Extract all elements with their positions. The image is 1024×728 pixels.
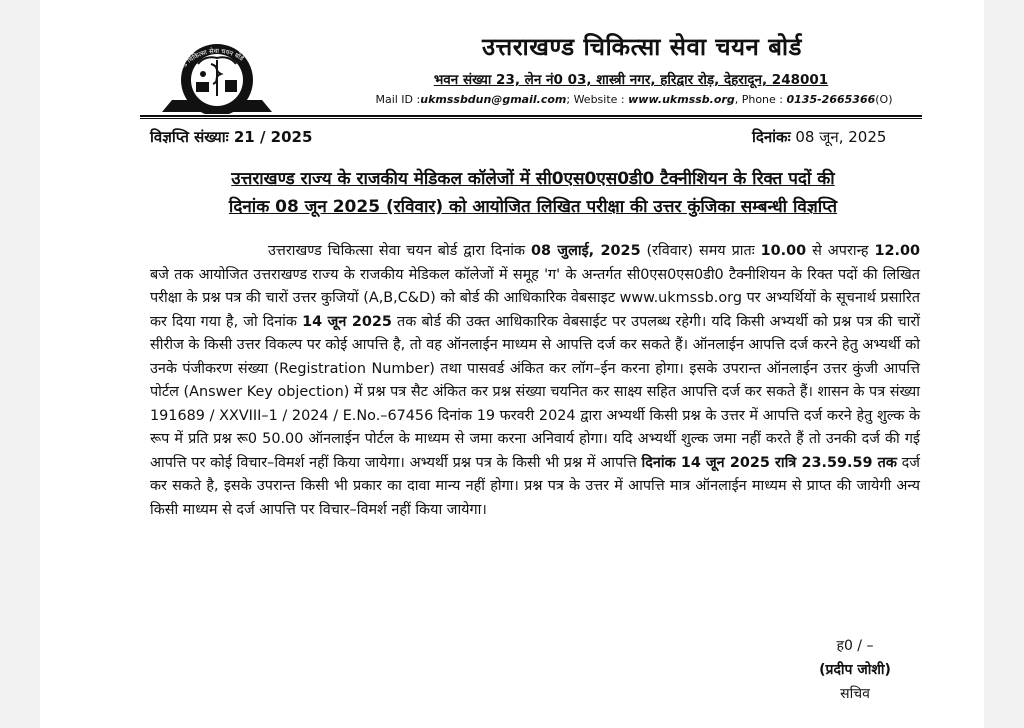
body-part-8: 14 जून 2025 <box>302 313 392 330</box>
website-address: www.ukmssb.org <box>628 93 735 106</box>
phone-suffix: (O) <box>875 93 893 106</box>
body-part-2: 08 जुलाई, 2025 <box>531 243 641 259</box>
board-seal-logo <box>158 34 276 114</box>
header-divider-thin <box>140 118 922 119</box>
notice-date-value: 08 जून, 2025 <box>790 128 887 146</box>
body-part-7: बजे तक आयोजित उत्तराखण्ड राज्य के राजकीय मेडिकल कॉलेजों में समूह 'ग' के अन्तर्गत सी0एस0एस0डी0 टैक्नीशियन के रिक्त पदों की लिखित परीक्षा के प्रश्न पत्र की चारों उत्तर कुजियों (A,B,C&D) को बोर्ड की आधिकारिक वेबसाइट www.ukmssb.org पर अभ्यर्थियों के सूचनार्थ प्रसारित कर दिया गया है, जो दिनांक <box>150 266 920 330</box>
body-part-10: दिनांक 14 जून 2025 रात्रि 23.59.59 तक <box>641 454 897 471</box>
document-page <box>40 0 984 728</box>
signature-mark: ह0 / – <box>836 638 874 654</box>
body-part-9: तक बोर्ड की उक्त आधिकारिक वेबसाईट पर उपलब्ध रहेगी। यदि किसी अभ्यर्थी को प्रश्न पत्र की चारों सीरीज के किसी उत्तर विकल्प पर कोई आपत्ति है, तो वह ऑनलाईन माध्यम से आपत्ति दर्ज कर सकते हैं। ऑनलाईन आपत्ति दर्ज करने हेतु अभ्यर्थी को उनके पंजीकरण संख्या (Registration Number) तथा पासवर्ड अंकित कर लॉग–ईन करना होगा। इसके उपरान्त ऑनलाईन उत्तर कुंजी आपत्ति पोर्टल (Answer Key objection) में प्रश्न पत्र सैट अंकित कर प्रश्न संख्या चयनित कर साक्ष्य सहित आपत्ति दर्ज कर सकते हैं। शासन के पत्र संख्या 191689 / XXVIII–1 / 2024 / E.No.–67456 दिनांक 19 फरवरी 2024 द्वारा अभ्यर्थी किसी प्रश्न के उत्तर में आपत्ति दर्ज करने हेतु शुल्क के रूप में प्रति प्रश्न रू0 50.00 ऑनलाईन पोर्टल के माध्यम से जमा करना अनिवार्य होगा। यदि अभ्यर्थी शुल्क जमा नहीं करते हैं तो उनकी दर्ज की गई आपत्ति पर कोई विचार–विमर्श नहीं किया जायेगा। अभ्यर्थी प्रश्न पत्र के किसी भी प्रश्न में आपत्ति <box>150 313 921 471</box>
board-title: उत्तराखण्ड चिकित्सा सेवा चयन बोर्ड <box>482 33 802 61</box>
body-part-6: 12.00 <box>874 243 921 259</box>
notice-body <box>150 240 920 522</box>
body-part-1: उत्तराखण्ड चिकित्सा सेवा चयन बोर्ड द्वारा दिनांक <box>268 243 532 259</box>
signatory-name: (प्रदीप जोशी) <box>819 662 891 678</box>
notice-date-label: दिनांकः <box>752 128 791 146</box>
header-divider <box>140 115 922 117</box>
body-part-3: (रविवार) समय प्रातः <box>640 243 761 259</box>
notice-subject <box>148 165 918 221</box>
body-part-5: से अपरान्ह <box>806 243 875 259</box>
body-part-4: 10.00 <box>760 243 807 259</box>
subject-line-1: उत्तराखण्ड राज्य के राजकीय मेडिकल कॉलेजों में सी0एस0एस0डी0 टैक्नीशियन के रिक्त पदों की <box>231 169 835 189</box>
signatory-designation: सचिव <box>840 686 870 702</box>
signature-block <box>800 634 910 706</box>
mail-label: Mail ID : <box>375 93 421 106</box>
body-part-11: दर्ज कर सकते है, इसके उपरान्त किसी भी प्रकार का दावा मान्य नहीं होगा। प्रश्न पत्र के उत्तर में आपत्ति मात्र ऑनलाईन माध्यम से प्राप्त की जायेगी अन्य किसी माध्यम से दर्ज आपत्ति पर विचार–विमर्श नहीं किया जायेगा। <box>150 454 920 518</box>
seal-ring-text: उत्तराखण्ड चिकित्सा सेवा चयन बोर्ड <box>169 46 246 86</box>
notice-date <box>752 127 886 147</box>
phone-label: , Phone : <box>734 93 787 106</box>
subject-line-2: दिनांक 08 जून 2025 (रविवार) को आयोजित लिखित परीक्षा की उत्तर कुंजिका सम्बन्धी विज्ञप्ति <box>228 197 838 217</box>
mail-address: ukmssbdun@gmail.com <box>420 93 567 106</box>
board-address: भवन संख्या 23, लेन नं0 03, शास्त्री नगर, हरिद्वार रोड़, देहरादून, 248001 <box>433 72 829 88</box>
phone-number: 0135-2665366 <box>786 93 876 106</box>
notice-number: विज्ञप्ति संख्याः 21 / 2025 <box>150 128 313 146</box>
website-label: ; Website : <box>566 93 629 106</box>
board-contact <box>354 93 914 106</box>
